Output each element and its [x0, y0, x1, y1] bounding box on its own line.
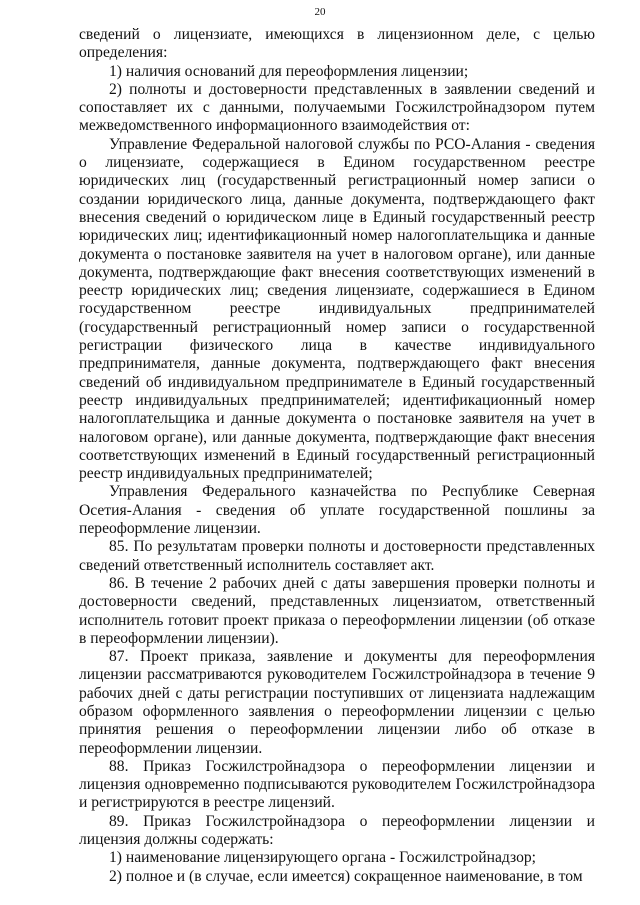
paragraph-89: 89. Приказ Госжилстройнадзора о переоформлении лицензии и лицензия должны содержать:	[79, 812, 595, 849]
paragraph-item-1: 1) наличия оснований для переоформления лицензии;	[109, 62, 469, 80]
paragraph-87: 87. Проект приказа, заявление и документы для переоформления лицензии рассматриваются руководителем Госжилстройнадзора в течение 9 рабочих дней с даты регистрации поступивших от лицензиата надлежащим образом оформленного заявления о переоформлении лицензии с целью принятия решения о переоформлении лицензии либо об отказе в переоформлении лицензии.	[79, 648, 595, 757]
paragraph-item-2: 2) полноты и достоверности представленных в заявлении сведений и сопоставляет их с данными, получаемыми Госжилстройнадзором путем межведомственного информационного взаимодействия от:	[79, 80, 595, 135]
paragraph-89-item-2: 2) полное и (в случае, если имеется) сокращенное наименование, в том	[109, 867, 583, 885]
document-body	[79, 26, 595, 886]
paragraph-89-item-1: 1) наименование лицензирующего органа - Госжилстройнадзор;	[109, 849, 537, 867]
paragraph-86: 86. В течение 2 рабочих дней с даты завершения проверки полноты и достоверности сведений, представленных лицензиатом, ответственный исполнитель готовит проект приказа о переоформлении лицензии (об отказе в переоформлении лицензии).	[79, 574, 595, 647]
paragraph-continuation: сведений о лицензиате, имеющихся в лицензионном деле, с целью определения:	[79, 26, 595, 62]
paragraph-88: 88. Приказ Госжилстройнадзора о переоформлении лицензии и лицензия одновременно подписываются руководителем Госжилстройнадзора и регистрируются в реестре лицензий.	[79, 757, 595, 812]
paragraph-treasury-source: Управления Федерального казначейства по Республике Северная Осетия-Алания - сведения об уплате государственной пошлины за переоформление лицензии.	[79, 483, 595, 538]
paragraph-85: 85. По результатам проверки полноты и достоверности представленных сведений ответственный исполнитель составляет акт.	[79, 538, 595, 574]
page-number: 20	[314, 6, 326, 18]
paragraph-fns-source: Управление Федеральной налоговой службы по РСО-Алания - сведения о лицензиате, содержащиеся в Едином государственном реестре юридических лиц (государственный регистрационный номер записи о создании юридического лица, данные документа, подтверждающего факт внесения сведений о юридическом лице в Единый государственный реестр юридических лиц; идентификационный номер налогоплательщика и данные документа о постановке заявителя на учет в налоговом органе), или данные документа, подтверждающие факт внесения соответствующих изменений в реестр юридических лиц; сведения лицензиате, содержашиеся в Едином государственном реестре индивидуальных предпринимателей (государственный регистрационный номер записи о государственной регистрации физического лица в качестве индивидуального предпринимателя, данные документа, подтверждающего факт внесения сведений об индивидуальном предпринимателе в Единый государственный реестр индивидуальных предпринимателей; идентификационный номер налогоплательщика и данные документа о постановке заявителя на учет в налоговом органе), или данные документа, подтверждающие факт внесения соответствующих изменений в Единый государственный регистрационный реестр индивидуальных предпринимателей;	[79, 135, 595, 483]
